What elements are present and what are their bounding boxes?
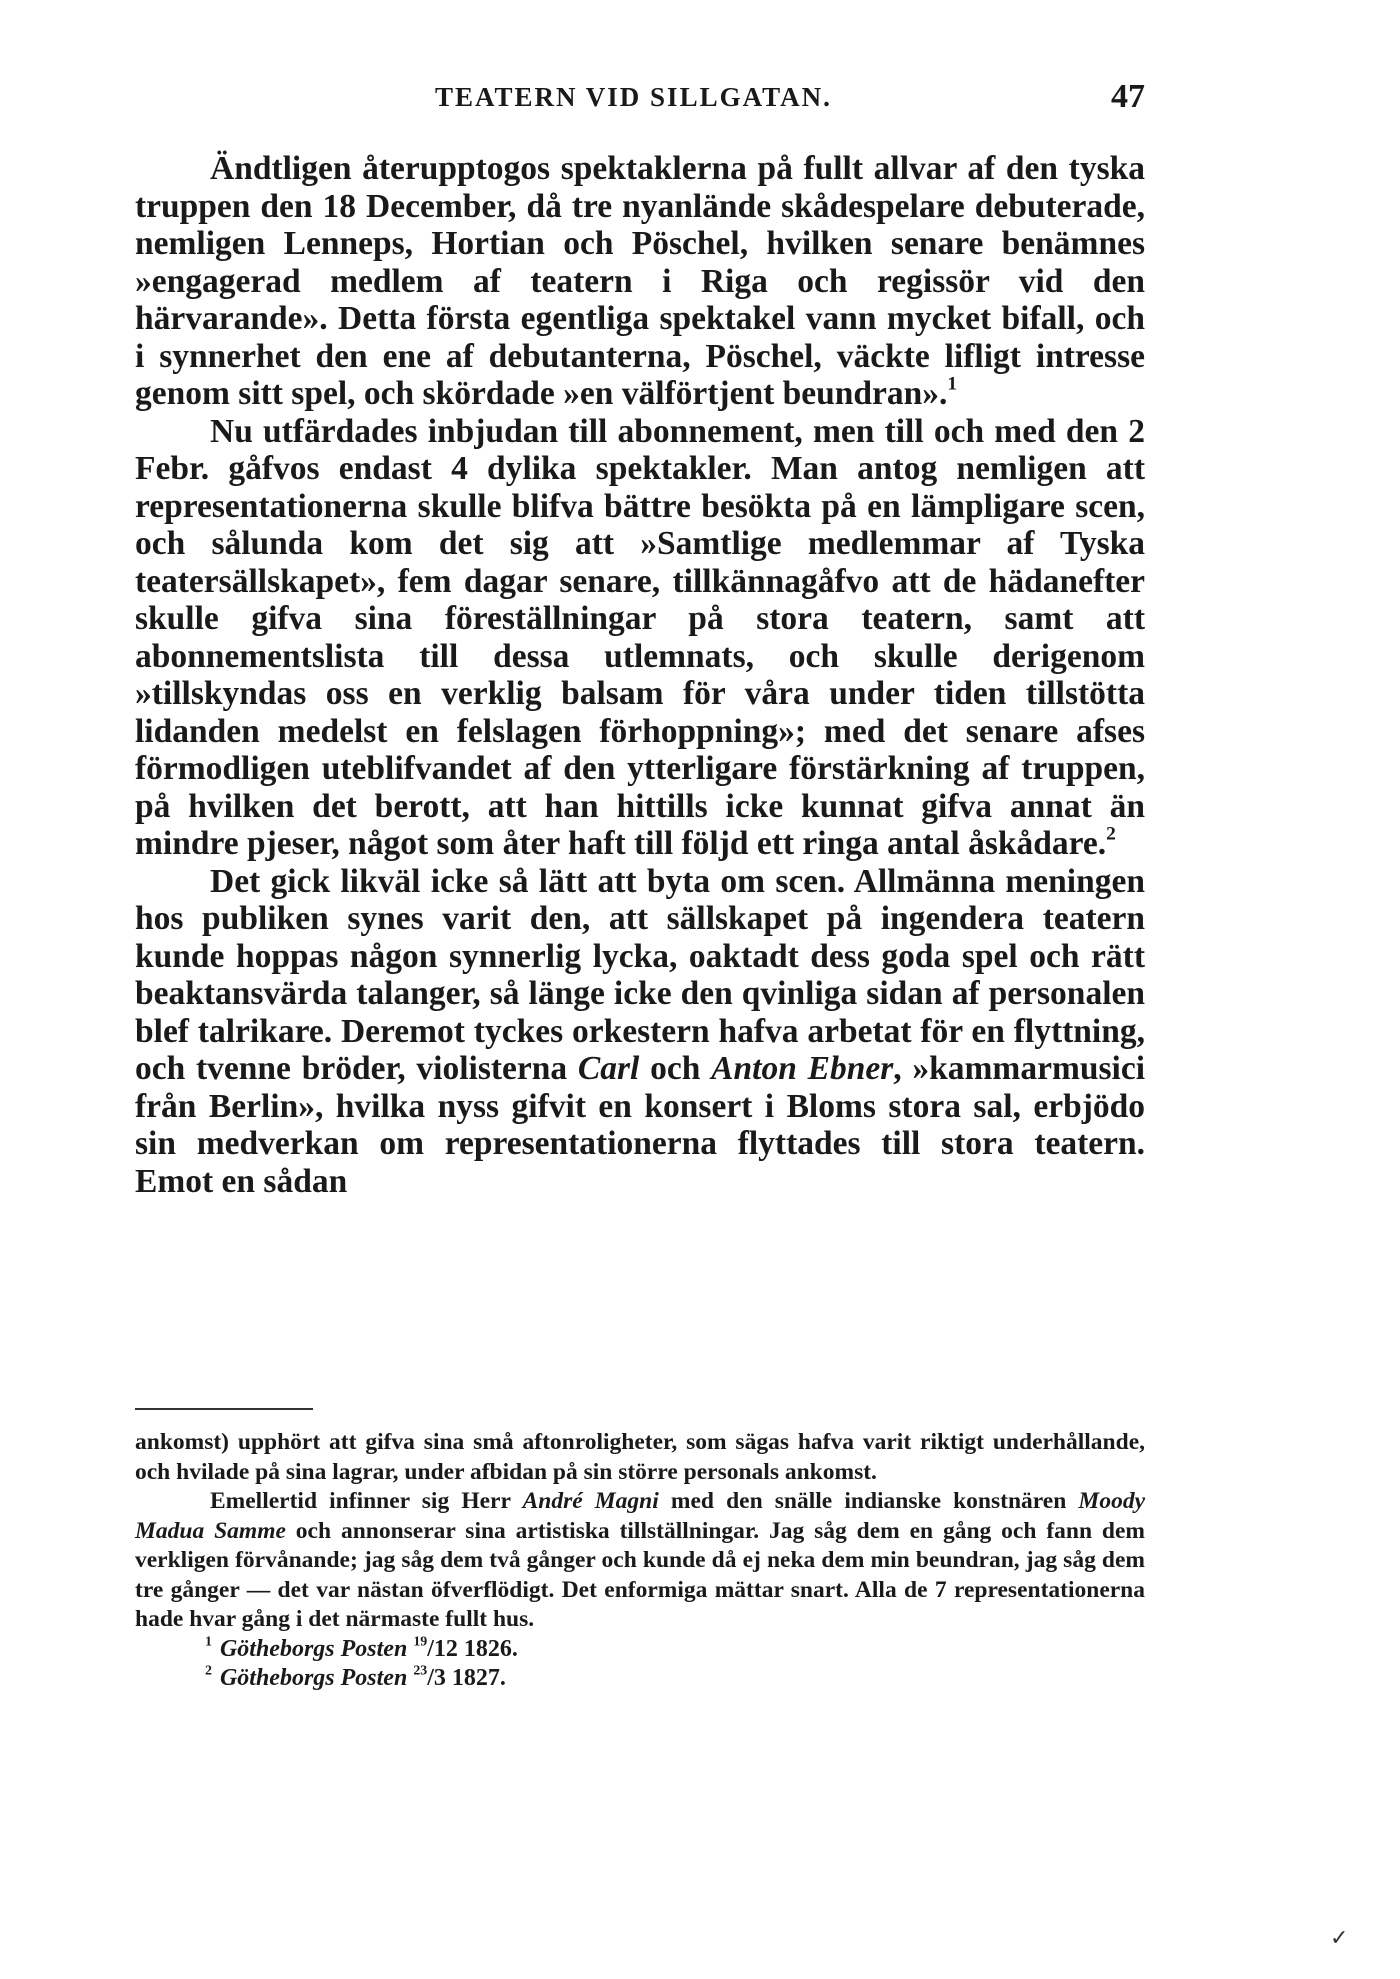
footnote-ref-1: 1 <box>947 373 958 395</box>
footnote-2-date: /3 1827. <box>427 1665 506 1691</box>
page-number: 47 <box>1111 78 1145 115</box>
footnote-second-paragraph <box>135 1487 1145 1635</box>
footnote-ref-2: 2 <box>1106 823 1116 845</box>
scan-mark-icon: ✓ <box>1330 1925 1349 1950</box>
footnote-2-day: 23 <box>413 1663 428 1679</box>
footnote-text-a: Emellertid infinner sig Herr <box>210 1488 523 1514</box>
running-title: TEATERN VID SILLGATAN. <box>435 82 832 112</box>
footnote-continued: ankomst) upphört att gifva sina små aftonroligheter, som sägas hafva varit riktigt underhållande, och hvilade på sina lagrar, under afbidan på sin större personals ankomst. <box>135 1429 1145 1485</box>
name-carl: Carl <box>577 1050 640 1087</box>
book-page <box>135 0 1145 1979</box>
footnote-2-marker: 2 <box>205 1663 212 1679</box>
footnote-text-b: med den snälle indianske konstnären <box>658 1488 1079 1514</box>
name-andre-magni: André Magni <box>522 1488 659 1514</box>
footnote-1 <box>205 1635 1145 1665</box>
paragraph-3 <box>135 863 1145 1201</box>
footnote-2-source: Götheborgs Posten <box>219 1665 408 1691</box>
paragraph-2-text: Nu utfärdades inbjudan till abonnement, men till och med den 2 Febr. gåfvos endast 4 dylika spektakler. Man antog nemligen att representationerna skulle blifva bättre besökta på en lämpligare scen, och sålunda kom det sig att »Samtlige medlemmar af Tyska teatersällskapet», fem dagar senare, tillkännagåfvo att de hädanefter skulle gifva sina föreställningar på stora teatern, samt att abonnementslista till dessa utlemnats, och skulle derigenom »tillskyndas oss en verklig balsam för våra under tiden tillstötta lidanden medelst en felslagen förhoppning»; med det senare afses förmodligen uteblifvandet af den ytterligare förstärkning af truppen, på hvilken det berott, att han hittills icke kunnat gifva annat än mindre pjeser, något som åter haft till följd ett ringa antal åskådare. <box>135 412 1145 862</box>
footnote-2 <box>205 1664 1145 1694</box>
main-text <box>135 150 1145 1200</box>
paragraph-3-conj: och <box>639 1050 712 1087</box>
name-anton-ebner: Anton Ebner <box>711 1050 894 1087</box>
footnote-1-date: /12 1826. <box>427 1635 518 1662</box>
paragraph-3-text-a: Det gick likväl icke så lätt att byta om scen. Allmänna meningen hos publiken synes varit den, att sällskapet på ingendera teatern kunde hoppas någon synnerlig lycka, oaktadt dess goda spel och rätt beaktansvärda talanger, så länge icke den qvinliga sidan af personalen blef talrikare. Deremot tyckes orkestern hafva arbetat för en flyttning, och tvenne bröder, violisterna <box>135 862 1145 1087</box>
paragraph-1 <box>135 150 1145 413</box>
footnote-divider <box>135 1408 313 1410</box>
paragraph-1-text: Ändtligen återupptogos spektaklerna på fullt allvar af den tyska truppen den 18 December, då tre nyanlände skådespelare debuterade, nemligen Lenneps, Hortian och Pöschel, hvilken senare benämnes »engagerad medlem af teatern i Riga och regissör vid den härvarande». Detta första egentliga spektakel vann mycket bifall, och i synnerhet den ene af debutanterna, Pöschel, väckte lifligt intresse genom sitt spel, och skördade »en välförtjent beundran». <box>135 150 1145 412</box>
footnote-text-c: och annonserar sina artistiska tillställningar. Jag såg dem en gång och fann dem verkligen förvånande; jag såg dem två gånger och kunde då ej neka dem min beundran, jag såg dem tre gånger — det var nästan öfverflödigt. Det enformiga mättar snart. Alla de 7 representationerna hade hvar gång i det närmaste fullt hus. <box>135 1517 1145 1632</box>
name-moody-madua-samme: Moody Madua Samme <box>135 1488 1145 1544</box>
footnote-1-marker: 1 <box>205 1634 212 1650</box>
footnotes <box>135 1428 1145 1694</box>
footnote-1-day: 19 <box>413 1634 428 1650</box>
paragraph-2 <box>135 413 1145 863</box>
paragraph-3-text-b: , »kammarmusici från Berlin», hvilka nyss gifvit en konsert i Bloms stora sal, erbjödo sin medverkan om representationerna flyttades till stora teatern. Emot en sådan <box>135 1050 1146 1200</box>
running-header <box>135 78 1145 122</box>
footnote-1-source: Götheborgs Posten <box>219 1635 408 1662</box>
